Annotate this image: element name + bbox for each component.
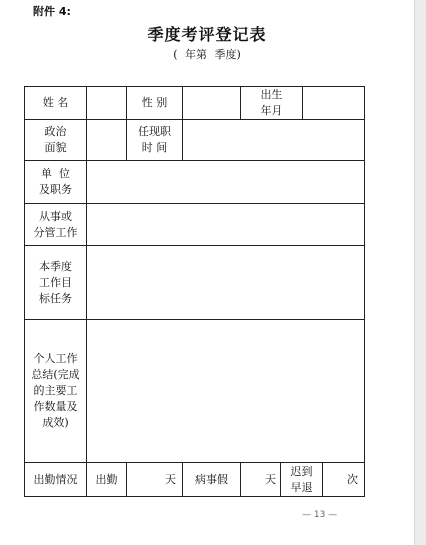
unit-cell[interactable]	[87, 161, 365, 204]
birth-cell[interactable]	[303, 87, 365, 120]
viewer-scrollbar[interactable]	[414, 0, 426, 545]
table-row	[25, 204, 365, 246]
form-subtitle: ( 年第 季度)	[173, 48, 241, 61]
task-cell[interactable]	[87, 246, 365, 320]
attachment-label: 附件 4:	[33, 5, 71, 18]
unit-label: 单 位 及职务	[25, 161, 87, 204]
gender-label: 性 别	[127, 87, 183, 120]
summary-label: 个人工作 总结(完成 的主要工 作数量及 成效)	[25, 320, 87, 463]
gender-cell[interactable]	[183, 87, 241, 120]
birth-label: 出生 年月	[241, 87, 303, 120]
late-label: 迟到 早退	[281, 463, 323, 497]
summary-cell[interactable]	[87, 320, 365, 463]
current-post-cell[interactable]	[183, 120, 365, 161]
present-days-cell[interactable]: 天	[127, 463, 183, 497]
leave-days-cell[interactable]: 天	[241, 463, 281, 497]
table-row	[25, 246, 365, 320]
attendance-label: 出勤情况	[25, 463, 87, 497]
table-row	[25, 120, 365, 161]
table-row	[25, 87, 365, 120]
work-cell[interactable]	[87, 204, 365, 246]
name-cell[interactable]	[87, 87, 127, 120]
name-label: 姓 名	[25, 87, 87, 120]
task-label: 本季度 工作目 标任务	[25, 246, 87, 320]
current-post-label: 任现职 时 间	[127, 120, 183, 161]
present-label: 出勤	[87, 463, 127, 497]
political-label: 政治 面貌	[25, 120, 87, 161]
evaluation-form-table	[24, 86, 365, 497]
table-row	[25, 161, 365, 204]
political-cell[interactable]	[87, 120, 127, 161]
table-row	[25, 320, 365, 463]
page-number: — 13 —	[302, 510, 338, 520]
work-label: 从事或 分管工作	[25, 204, 87, 246]
form-title: 季度考评登记表	[147, 25, 267, 44]
table-row	[25, 463, 365, 497]
late-times-cell[interactable]: 次	[323, 463, 365, 497]
leave-label: 病事假	[183, 463, 241, 497]
